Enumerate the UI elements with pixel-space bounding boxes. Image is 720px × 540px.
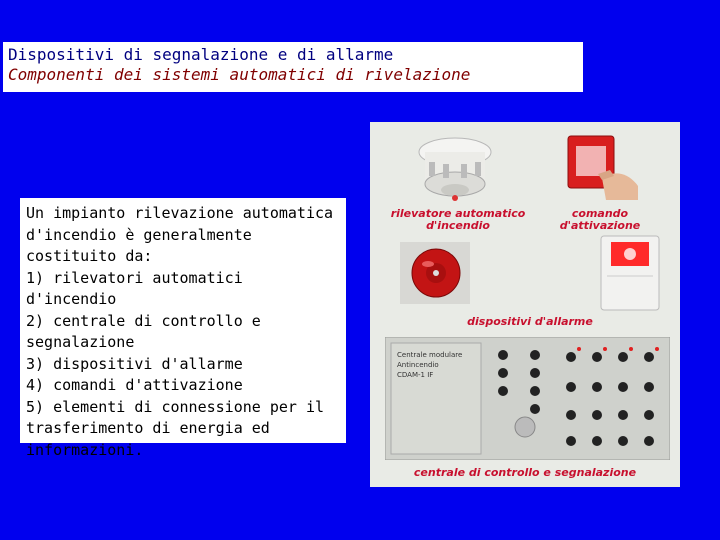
slide-title: Dispositivi di segnalazione e di allarme [8, 45, 394, 64]
text-line: 5) elementi di connessione per il [26, 397, 325, 416]
text-line: 1) rilevatori automatici d'incendio [26, 268, 243, 308]
caption-detector: rilevatore automatico d'incendio [390, 207, 526, 232]
text-line: costituito da: [26, 247, 153, 265]
panel-label-3: CDAM-1 IF [397, 371, 434, 379]
panel-label-2: Antincendio [397, 361, 439, 369]
caption-panel: centrale di controllo e segnalazione [413, 466, 637, 479]
text-line: d'incendio è generalmente [26, 225, 252, 244]
components-photo [370, 122, 680, 487]
smoke-detector-image [415, 132, 495, 207]
text-line: 2) centrale di controllo e [26, 311, 261, 330]
control-panel-image [385, 337, 670, 460]
text-line: Un impianto rilevazione automatica [26, 204, 334, 222]
description-box [20, 198, 346, 459]
text-line: segnalazione [26, 333, 135, 351]
slide-subtitle: Componenti dei sistemi automatici di rivelazione [8, 65, 471, 84]
title-box [3, 42, 583, 92]
manual-call-point-image [562, 130, 642, 200]
caption-alarms: dispositivi d'allarme [467, 315, 593, 328]
text-line: 4) comandi d'attivazione [26, 376, 243, 394]
alarm-bell-image [400, 242, 470, 304]
text-line: informazioni. [26, 440, 144, 459]
caption-command: comando d'attivazione [559, 207, 641, 232]
panel-label-1: Centrale modulare [397, 351, 463, 359]
siren-image [595, 232, 665, 314]
text-line: 3) dispositivi d'allarme [26, 354, 243, 373]
text-line: trasferimento di energia ed [26, 419, 270, 437]
